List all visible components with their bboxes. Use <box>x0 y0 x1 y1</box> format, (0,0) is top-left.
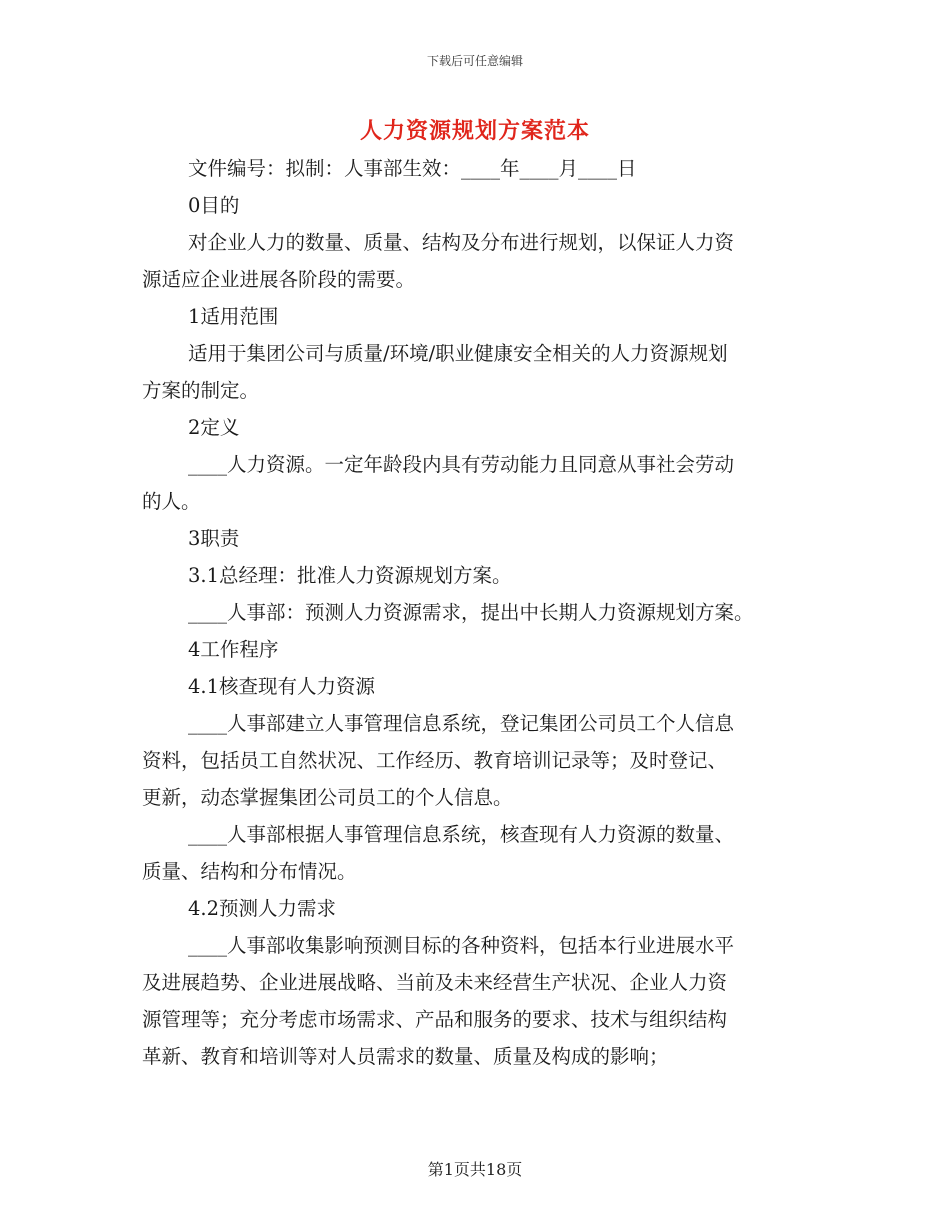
page-footer: 第1页共18页 <box>427 1160 523 1179</box>
section-heading-procedure: 4工作程序 <box>188 638 279 661</box>
section-heading-scope: 1适用范围 <box>188 305 279 328</box>
section-heading-purpose: 0目的 <box>188 194 240 217</box>
document-meta-line: 文件编号：拟制：人事部生效：____年____月____日 <box>188 157 637 180</box>
paragraph-line: ____人事部收集影响预测目标的各种资料，包括本行业进展水平 <box>188 934 735 957</box>
paragraph-line: 及进展趋势、企业进展战略、当前及未来经营生产状况、企业人力资 <box>142 971 728 994</box>
paragraph-line: 方案的制定。 <box>142 379 260 402</box>
header-note: 下载后可任意编辑 <box>426 54 523 68</box>
paragraph-line: ____人事部根据人事管理信息系统，核查现有人力资源的数量、 <box>188 823 735 846</box>
paragraph-line: ____人事部建立人事管理信息系统，登记集团公司员工个人信息 <box>188 712 735 735</box>
paragraph-line: 源适应企业进展各阶段的需要。 <box>142 268 416 291</box>
paragraph-line: 3.1总经理：批准人力资源规划方案。 <box>188 564 512 587</box>
paragraph-line: 对企业人力的数量、质量、结构及分布进行规划，以保证人力资 <box>188 231 735 254</box>
document-title: 人力资源规划方案范本 <box>359 118 590 144</box>
paragraph-line: 革新、教育和培训等对人员需求的数量、质量及构成的影响； <box>142 1045 669 1068</box>
paragraph-line: 的人。 <box>142 490 201 513</box>
paragraph-line: 源管理等；充分考虑市场需求、产品和服务的要求、技术与组织结构 <box>142 1008 728 1031</box>
paragraph-line: 适用于集团公司与质量/环境/职业健康安全相关的人力资源规划 <box>188 342 728 365</box>
paragraph-line: ____人事部：预测人力资源需求，提出中长期人力资源规划方案。 <box>188 601 754 624</box>
paragraph-line: 质量、结构和分布情况。 <box>142 860 357 883</box>
paragraph-line: 更新，动态掌握集团公司员工的个人信息。 <box>142 786 513 809</box>
section-heading-responsibilities: 3职责 <box>188 527 240 550</box>
section-heading-definition: 2定义 <box>188 416 240 439</box>
paragraph-line: 资料，包括员工自然状况、工作经历、教育培训记录等；及时登记、 <box>142 749 728 772</box>
paragraph-line: ____人力资源。一定年龄段内具有劳动能力且同意从事社会劳动 <box>188 453 735 476</box>
subsection-heading: 4.2预测人力需求 <box>188 897 337 920</box>
subsection-heading: 4.1核查现有人力资源 <box>188 675 376 698</box>
